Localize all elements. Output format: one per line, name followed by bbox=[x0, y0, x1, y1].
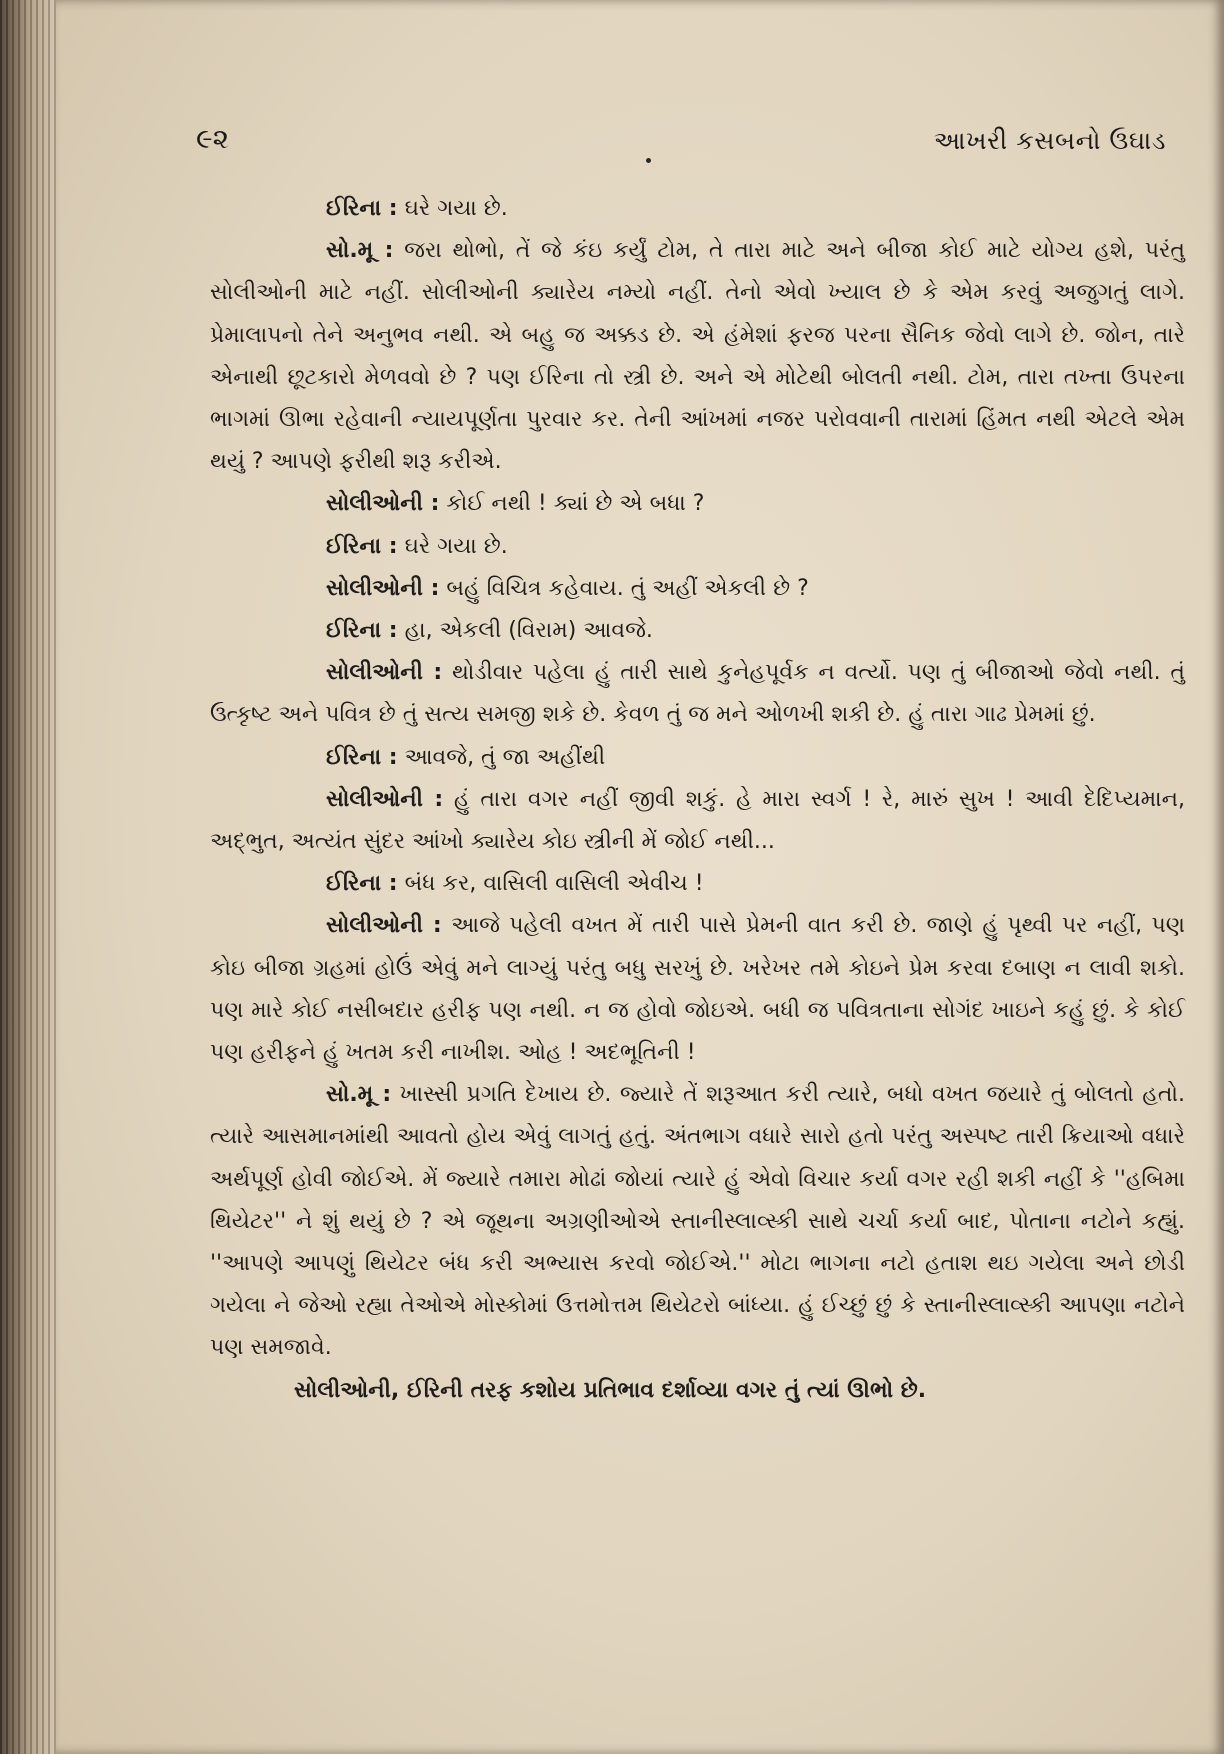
dialogue-text: ઘરે ગયા છે. bbox=[397, 533, 508, 559]
dialogue-line bbox=[210, 863, 1185, 905]
dialogue-text: બહું વિચિત્ર કહેવાય. તું અહીં એકલી છે ? bbox=[439, 575, 809, 601]
dialogue-line bbox=[210, 610, 1185, 652]
ink-speck bbox=[646, 158, 651, 163]
dialogue-text: ખાસ્સી પ્રગતિ દેખાય છે. જ્યારે તેં શરૂઆત કરી ત્યારે, બધો વખત જયારે તું બોલતો હતો. ત્યારે આસમાનમાંથી આવતો હોય એવું લાગતું હતું. અંતભાગ વધારે સારો હતો પરંતુ અસ્પષ્ટ તારી ક્રિયાઓ વધારે અર્થપૂર્ણ હોવી જોઈએ. મેં જ્યારે તમારા મોઢાં જોયાં ત્યારે હું એવો વિચાર કર્યા વગર રહી શકી નહીં કે ''હબિમા થિયેટર'' ને શું થયું છે ? એ જૂથના અગ્રણીઓએ સ્તાનીસ્લાવ્સ્કી સાથે ચર્ચા કર્યા બાદ, પોતાના નટોને કહ્યું. ''આપણે આપણું થિયેટર બંધ કરી અભ્યાસ કરવો જોઈએ.'' મોટા ભાગના નટો હતાશ થઇ ગયેલા અને છોડી ગયેલા ને જેઓ રહ્યા તેઓએ મોસ્કોમાં ઉત્તમોત્તમ થિયેટરો બાંધ્યા. હું ઈચ્છું છું કે સ્તાનીસ્લાવ્સ્કી આપણા નટોને પણ સમજાવે. bbox=[210, 1082, 1185, 1361]
dialogue-line bbox=[210, 526, 1185, 568]
speaker-name: ઈરિના : bbox=[326, 196, 398, 221]
play-text bbox=[210, 188, 1185, 1412]
speaker-name: ઈરિના : bbox=[326, 744, 398, 770]
dialogue-text: હું તારા વગર નહીં જીવી શકું. હે મારા સ્વર્ગ ! રે, મારું સુખ ! આવી દેદિપ્યમાન, અદ્ભુત, અત્યંત સુંદર આંખો ક્યારેય કોઇ સ્ત્રીની મેં જોઈ નથી... bbox=[210, 786, 1185, 855]
stage-direction: સોલીઓની, ઈરિની તરફ કશોય પ્રતિભાવ દર્શાવ્યા વગર તું ત્યાં ઊભો છે. bbox=[294, 1377, 927, 1403]
dialogue-line bbox=[210, 230, 1185, 483]
dialogue-line bbox=[210, 568, 1185, 610]
dialogue-line bbox=[210, 652, 1185, 736]
speaker-name: સોલીઓની : bbox=[326, 660, 443, 686]
speaker-name: સોલીઓની : bbox=[326, 491, 440, 517]
dialogue-text: આજે પહેલી વખત મેં તારી પાસે પ્રેમની વાત કરી છે. જાણે હું પૃથ્વી પર નહીં, પણ કોઇ બીજા ગ્રહમાં હોઉં એવું મને લાગ્યું પરંતુ બધુ સરખું છે. ખરેખર તમે કોઇને પ્રેમ કરવા દબાણ ન લાવી શકો. પણ મારે કોઈ નસીબદાર હરીફ પણ નથી. ન જ હોવો જોઇએ. બધી જ પવિત્રતાના સોગંદ ખાઇને કહું છું. કે કોઈ પણ હરીફને હું ખતમ કરી નાખીશ. ઓહ ! અદભૂતિની ! bbox=[210, 913, 1185, 1066]
speaker-name: સો.મૂ : bbox=[326, 1082, 392, 1108]
page-header bbox=[56, 122, 1224, 162]
speaker-name: ઈરિના : bbox=[326, 618, 398, 644]
dialogue-line bbox=[210, 483, 1185, 525]
dialogue-text: કોઈ નથી ! ક્યાં છે એ બધા ? bbox=[439, 491, 705, 517]
speaker-name: ઈરિના : bbox=[326, 871, 398, 897]
dialogue-line bbox=[210, 1074, 1185, 1369]
dialogue-text: ઘરે ગયા છે. bbox=[397, 196, 508, 221]
dialogue-text: જરા થોભો, તેં જે કંઇ કર્યું ટોમ, તે તારા માટે અને બીજા કોઈ માટે યોગ્ય હશે, પરંતુ સોલીઓની માટે નહીં. સોલીઓની ક્યારેય નમ્યો નહીં. તેનો એવો ખ્યાલ છે કે એમ કરવું અજુગતું લાગે. પ્રેમાલાપનો તેને અનુભવ નથી. એ બહુ જ અક્કડ છે. એ હંમેશાં ફરજ પરના સૈનિક જેવો લાગે છે. જોન, તારે એનાથી છૂટકારો મેળવવો છે ? પણ ઈરિના તો સ્ત્રી છે. અને એ મોટેથી બોલતી નથી. ટોમ, તારા તખ્તા ઉપરના ભાગમાં ઊભા રહેવાની ન્યાયપૂર્ણતા પુરવાર કર. તેની આંખમાં નજર પરોવવાની તારામાં હિંમત નથી એટલે એમ થયું ? આપણે ફરીથી શરૂ કરીએ. bbox=[210, 238, 1185, 475]
speaker-name: સોલીઓની : bbox=[326, 786, 444, 812]
page-stack-edges bbox=[0, 0, 58, 1754]
speaker-name: સોલીઓની : bbox=[326, 575, 440, 601]
book-page bbox=[56, 0, 1224, 1754]
dialogue-text: હા, એકલી (વિરામ) આવજે. bbox=[397, 618, 653, 644]
dialogue-line bbox=[210, 737, 1185, 779]
speaker-name: સોલીઓની : bbox=[326, 913, 442, 939]
running-head: આખરી કસબનો ઉઘાડ bbox=[933, 126, 1166, 155]
dialogue-line bbox=[210, 188, 1185, 230]
dialogue-line bbox=[210, 779, 1185, 863]
dialogue-line bbox=[210, 905, 1185, 1074]
dialogue-text: આવજે, તું જા અહીંથી bbox=[397, 744, 606, 770]
page-number: ૯૨ bbox=[196, 122, 230, 155]
dialogue-text: બંધ કર, વાસિલી વાસિલી એવીચ ! bbox=[397, 871, 704, 897]
dialogue-text: થોડીવાર પહેલા હું તારી સાથે કુનેહપૂર્વક ન વર્ત્યો. પણ તું બીજાઓ જેવો નથી. તું ઉત્કૃષ્ટ અને પવિત્ર છે તું સત્ય સમજી શકે છે. કેવળ તું જ મને ઓળખી શકી છે. હું તારા ગાઢ પ્રેમમાં છું. bbox=[210, 660, 1185, 728]
speaker-name: ઈરિના : bbox=[326, 533, 398, 559]
speaker-name: સો.મૂ : bbox=[326, 238, 394, 264]
